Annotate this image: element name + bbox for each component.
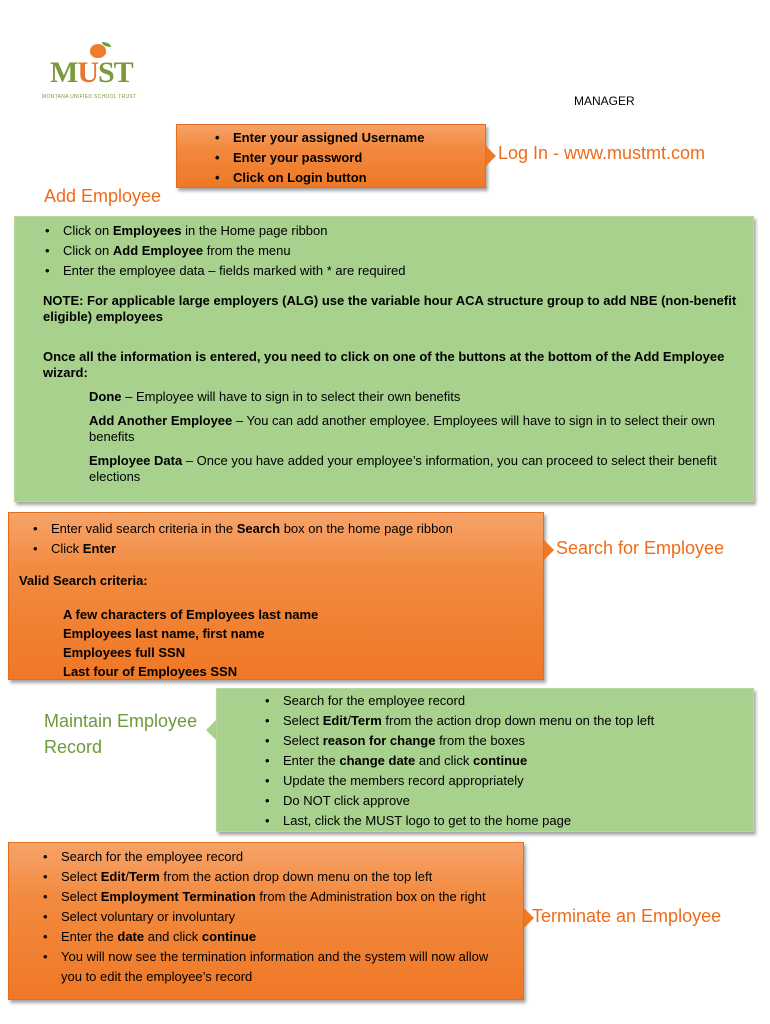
callout-arrow xyxy=(544,540,554,560)
list-item: • Select reason for change from the boxes xyxy=(257,731,753,751)
list-item: Last four of Employees SSN xyxy=(63,664,238,679)
option-done: Done – Employee will have to sign in to select their own benefits xyxy=(89,389,461,404)
maintain-steps xyxy=(257,691,753,831)
terminate-steps xyxy=(35,847,523,987)
search-title: Search for Employee xyxy=(556,538,725,558)
logo-subtitle: MONTANA UNIFIED SCHOOL TRUST xyxy=(42,94,137,100)
list-item: • Enter the change date and click continue xyxy=(257,751,753,771)
list-item: • Last, click the MUST logo to get to the home page xyxy=(257,811,753,831)
note-text: NOTE: For applicable large employers (ALG) use the variable hour ACA structure group to add NBE (non-benefit eligible) employees xyxy=(43,293,737,324)
option-employee-data: Employee Data – Once you have added your employee’s information, you can proceed to select their benefit elections xyxy=(89,453,717,484)
list-item: • Select voluntary or involuntary xyxy=(35,907,523,927)
must-logo xyxy=(40,44,150,106)
list-item: • Select Edit/Term from the action drop down menu on the top left xyxy=(257,711,753,731)
search-steps xyxy=(25,519,543,559)
criteria-list xyxy=(25,605,543,681)
list-item: • Enter your assigned Username xyxy=(207,128,485,148)
list-item: • Enter valid search criteria in the Search box on the home page ribbon xyxy=(25,519,543,539)
list-item: • Do NOT click approve xyxy=(257,791,753,811)
list-item: • Search for the employee record xyxy=(257,691,753,711)
add-employee-steps xyxy=(37,221,737,281)
list-item: • Click on Add Employee from the menu xyxy=(37,241,737,261)
add-employee-box xyxy=(14,216,754,502)
list-item: • Update the members record appropriately xyxy=(257,771,753,791)
list-item: A few characters of Employees last name xyxy=(63,607,319,622)
terminate-title: Terminate an Employee xyxy=(532,906,722,926)
terminate-box xyxy=(8,842,524,1000)
maintain-title xyxy=(44,708,197,760)
search-box xyxy=(8,512,544,680)
intro-text: Once all the information is entered, you need to click on one of the buttons at the bottom of the Add Employee wizard: xyxy=(43,349,725,380)
maintain-box xyxy=(216,688,754,832)
list-item: Employees full SSN xyxy=(63,645,186,660)
role-label: MANAGER xyxy=(574,94,635,108)
criteria-label: Valid Search criteria: xyxy=(19,573,148,588)
login-steps xyxy=(207,128,485,188)
logo-word: MUST xyxy=(50,56,133,89)
maintain-title-line2: Record xyxy=(44,737,103,757)
login-box xyxy=(176,124,486,188)
list-item: Employees last name, first name xyxy=(63,626,265,641)
list-item: • Click on Employees in the Home page ribbon xyxy=(37,221,737,241)
list-item: • Select Edit/Term from the action drop down menu on the top left xyxy=(35,867,523,887)
maintain-title-line1: Maintain Employee xyxy=(44,711,198,731)
list-item: • Enter the employee data – fields marked with * are required xyxy=(37,261,737,281)
list-item: • Click on Login button xyxy=(207,168,485,188)
list-item: • Enter the date and click continue xyxy=(35,927,523,947)
list-item: • Click Enter xyxy=(25,539,543,559)
list-item: • Enter your password xyxy=(207,148,485,168)
add-employee-title: Add Employee xyxy=(44,186,162,206)
option-add-another: Add Another Employee – You can add another employee. Employees will have to sign in to select their own benefits xyxy=(89,413,716,444)
callout-arrow xyxy=(206,720,216,740)
login-title: Log In - www.mustmt.com xyxy=(498,143,706,163)
list-item: • You will now see the termination information and the system will now allow you to edit the employee’s record xyxy=(35,947,523,987)
callout-arrow xyxy=(486,146,496,166)
list-item: • Search for the employee record xyxy=(35,847,523,867)
list-item: • Select Employment Termination from the Administration box on the right xyxy=(35,887,523,907)
